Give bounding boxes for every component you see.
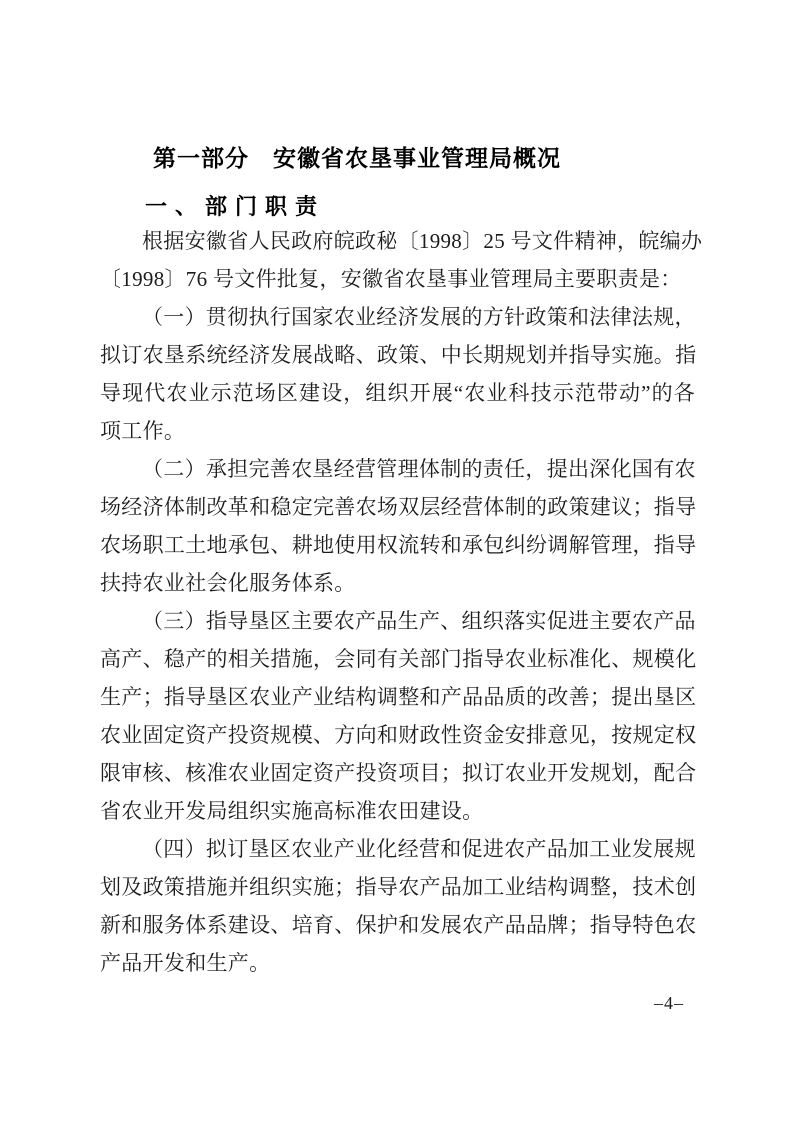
text-line: 省农业开发局组织实施高标准农田建设。	[100, 799, 484, 823]
text-line: （一）贯彻执行国家农业经济发展的方针政策和法律法规，	[142, 305, 696, 329]
text-line: （二）承担完善农垦经营管理体制的责任，提出深化国有农	[142, 457, 696, 481]
text-line: 划及政策措施并组织实施；指导农产品加工业结构调整，技术创	[100, 875, 697, 899]
text-line: 生产；指导垦区农业产业结构调整和产品品质的改善；提出垦区	[100, 685, 697, 709]
text-line: 扶持农业社会化服务体系。	[100, 571, 356, 595]
text-line: 〔1998〕76 号文件批复，安徽省农垦事业管理局主要职责是：	[100, 267, 682, 291]
text-line: 高产、稳产的相关措施，会同有关部门指导农业标准化、规模化	[100, 647, 697, 671]
text-line: 项工作。	[100, 419, 186, 443]
section-heading: 一、部门职责	[145, 194, 326, 219]
text-line: 农业固定资产投资规模、方向和财政性资金安排意见，按规定权	[100, 723, 697, 747]
text-line: 限审核、核准农业固定资产投资项目；拟订农业开发规划，配合	[100, 761, 697, 785]
text-line: 拟订农垦系统经济发展战略、政策、中长期规划并指导实施。指	[100, 343, 697, 367]
text-line: （三）指导垦区主要农产品生产、组织落实促进主要农产品	[142, 609, 696, 633]
paragraph	[100, 830, 695, 982]
page-number: –4–	[654, 993, 684, 1013]
text-line: 场经济体制改革和稳定完善农场双层经营体制的政策建议；指导	[100, 495, 697, 519]
paragraph	[100, 222, 703, 298]
text-line: 农场职工土地承包、耕地使用权流转和承包纠纷调解管理，指导	[100, 533, 697, 557]
document-body	[100, 222, 703, 982]
text-line: 新和服务体系建设、培育、保护和发展农产品品牌；指导特色农	[100, 913, 697, 937]
text-line: 产品开发和生产。	[100, 951, 271, 975]
paragraph	[100, 298, 695, 450]
text-line: （四）拟订垦区农业产业化经营和促进农产品加工业发展规	[142, 837, 696, 861]
text-line: 导现代农业示范场区建设，组织开展“农业科技示范带动”的各	[100, 381, 695, 405]
document-title: 第一部分 安徽省农垦事业管理局概况	[153, 145, 561, 171]
text-line: 根据安徽省人民政府皖政秘〔1998〕25 号文件精神，皖编办	[142, 229, 703, 253]
paragraph	[100, 450, 695, 602]
paragraph	[100, 602, 695, 830]
